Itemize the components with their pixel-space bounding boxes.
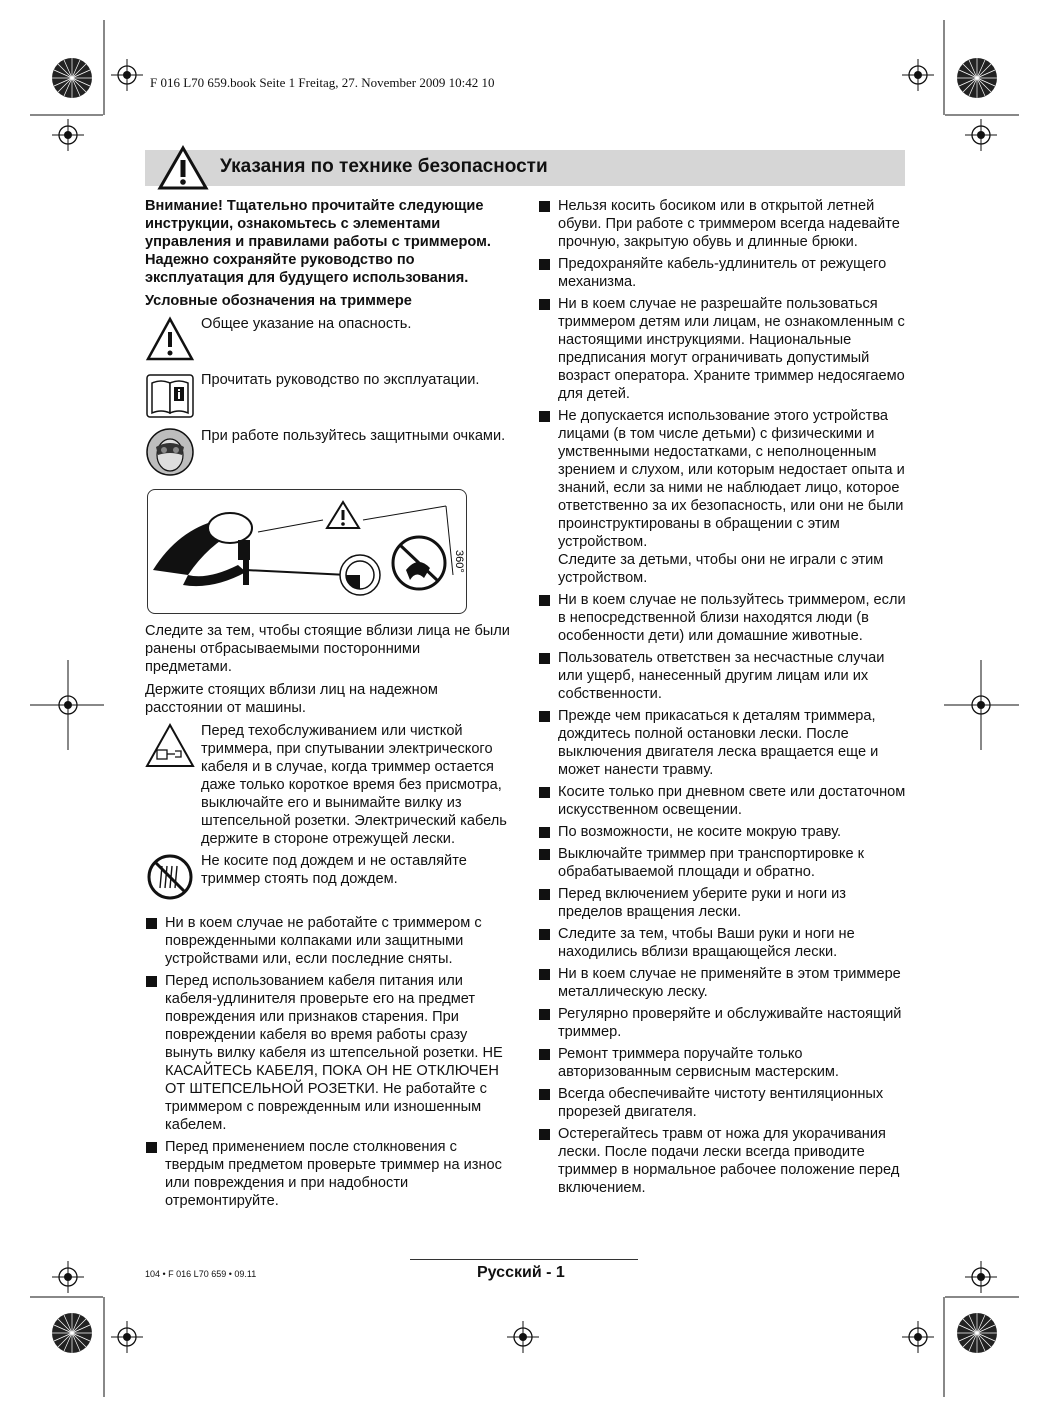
list-item: Предохраняйте кабель-удлинитель от режущего механизма. (538, 255, 906, 291)
trimmer-bystander-figure (147, 489, 467, 614)
list-item (538, 407, 906, 587)
warning-triangle-icon (157, 145, 209, 191)
symbol-manual-text: Прочитать руководство по эксплуатации. (201, 372, 480, 388)
unplug-text: Перед техобслуживанием или чисткой триммера, при спутывании электрического кабеля и в случае, когда триммер остается даже только короткое время без присмотра, выключайте его и вынимайте вилку из штепсельной розетки. Электрический кабель держите в стороне отрежущей лески. (201, 723, 507, 847)
safety-glasses-icon (145, 427, 195, 477)
danger-triangle-icon (145, 315, 195, 365)
symbols-heading: Условные обозначения на триммере (145, 293, 412, 309)
list-item: Ни в коем случае не работайте с триммером с поврежденными колпаками или защитными устройствами или, если последние сняты. (145, 914, 510, 968)
symbol-manual-row (145, 371, 510, 421)
list-item: Ни в коем случае не применяйте в этом триммере металлическую леску. (538, 965, 906, 1001)
bystanders-text-2: Держите стоящих вблизи лиц на надежном расстоянии от машины. (145, 682, 438, 716)
right-bullet-list (538, 197, 906, 1197)
no-rain-icon (145, 852, 195, 902)
footer-divider (410, 1259, 638, 1260)
rain-row (145, 852, 510, 902)
unplug-warning-icon (145, 722, 195, 772)
list-item-text: Не допускается использование этого устройства лицами (в том числе детьми) с физическими и умственными недостатками, с неполноценным зрением и слухом, или которым недостает опыта и знаний, если за ними не наблюдает лицо, которое ответственно за их безопасность, или они не были проинструктированы в обращении с этим устройством. (558, 408, 905, 550)
list-item: Пользователь ответствен за несчастные случаи или ущерб, нанесенный другим лицам или их собственности. (538, 649, 906, 703)
section-title-bar (145, 150, 905, 186)
list-item: Косите только при дневном свете или достаточном искусственном освещении. (538, 783, 906, 819)
symbol-glasses-row (145, 427, 510, 477)
list-item: Ремонт триммера поручайте только авторизованным сервисным мастерским. (538, 1045, 906, 1081)
list-item: Перед использованием кабеля питания или кабеля-удлинителя проверьте его на предмет повреждения или признаков старения. При повреждении кабеля во время работы сразу вынуть вилку кабеля из штепсельной розетки. НЕ КАСАЙТЕСЬ КАБЕЛЯ, ПОКА ОН НЕ ОТКЛЮЧЕН ОТ ШТЕПСЕЛЬНОЙ РОЗЕТКИ. Не работайте с триммером с поврежденным или изношенным кабелем. (145, 972, 510, 1134)
intro-warning: Внимание! Тщательно прочитайте следующие инструкции, ознакомьтесь с элементами управления и правилами работы с триммером. Надежно сохраняйте руководство по эксплуатация для будущего использования. (145, 198, 491, 286)
symbol-danger-row (145, 315, 510, 365)
list-item: Регулярно проверяйте и обслуживайте настоящий триммер. (538, 1005, 906, 1041)
left-bullet-list (145, 914, 510, 1210)
list-item: Перед включением уберите руки и ноги из пределов вращения лески. (538, 885, 906, 921)
symbol-glasses-text: При работе пользуйтесь защитными очками. (201, 428, 506, 444)
list-item: Нельзя косить босиком или в открытой летней обуви. При работе с триммером всегда надевайте прочную, закрытую обувь и длинные брюки. (538, 197, 906, 251)
list-item: Следите за тем, чтобы Ваши руки и ноги не находились вблизи вращающейся лески. (538, 925, 906, 961)
list-item: Ни в коем случае не пользуйтесь триммером, если в непосредственной близи находятся люди (в особенности дети) или домашние животные. (538, 591, 906, 645)
page-number: Русский - 1 (477, 1264, 565, 1281)
unplug-row (145, 722, 510, 848)
page-title: Указания по технике безопасности (220, 156, 548, 177)
rain-text: Не косите под дождем и не оставляйте триммер стоять под дождем. (201, 853, 467, 887)
print-header: F 016 L70 659.book Seite 1 Freitag, 27. November 2009 10:42 10 (150, 75, 495, 90)
left-column (145, 197, 510, 1214)
list-item: Прежде чем прикасаться к деталям триммера, дождитесь полной остановки лески. После выключения двигателя леска вращается еще и может нанести травму. (538, 707, 906, 779)
list-item: Перед применением после столкновения с твердым предметом проверьте триммер на износ или повреждения и при надобности отремонтируйте. (145, 1138, 510, 1210)
list-item: Остерегайтесь травм от ножа для укорачивания лески. После подачи лески всегда приводите триммер в нормальное рабочее положение перед включением. (538, 1125, 906, 1197)
list-item: По возможности, не косите мокрую траву. (538, 823, 906, 841)
right-column (538, 197, 906, 1201)
bystanders-text-1: Следите за тем, чтобы стоящие вблизи лица не были ранены отбрасываемыми посторонними предметами. (145, 623, 510, 675)
read-manual-icon (145, 371, 195, 421)
list-item: Ни в коем случае не разрешайте пользоваться триммером детям или лицам, не ознакомленным с настоящими инструкциями. Национальные предписания могут ограничивать допустимый возраст оператора. Храните триммер недосягаемо для детей. (538, 295, 906, 403)
children-note: Следите за детьми, чтобы они не играли с этим устройством. (558, 552, 884, 586)
footer-code: 104 • F 016 L70 659 • 09.11 (145, 1269, 257, 1279)
list-item: Выключайте триммер при транспортировке к обрабатываемой площади и обратно. (538, 845, 906, 881)
trimmer-illustration (148, 490, 466, 613)
list-item: Всегда обеспечивайте чистоту вентиляционных прорезей двигателя. (538, 1085, 906, 1121)
symbol-danger-text: Общее указание на опасность. (201, 316, 412, 332)
figure-angle-label: 360° (453, 550, 465, 573)
